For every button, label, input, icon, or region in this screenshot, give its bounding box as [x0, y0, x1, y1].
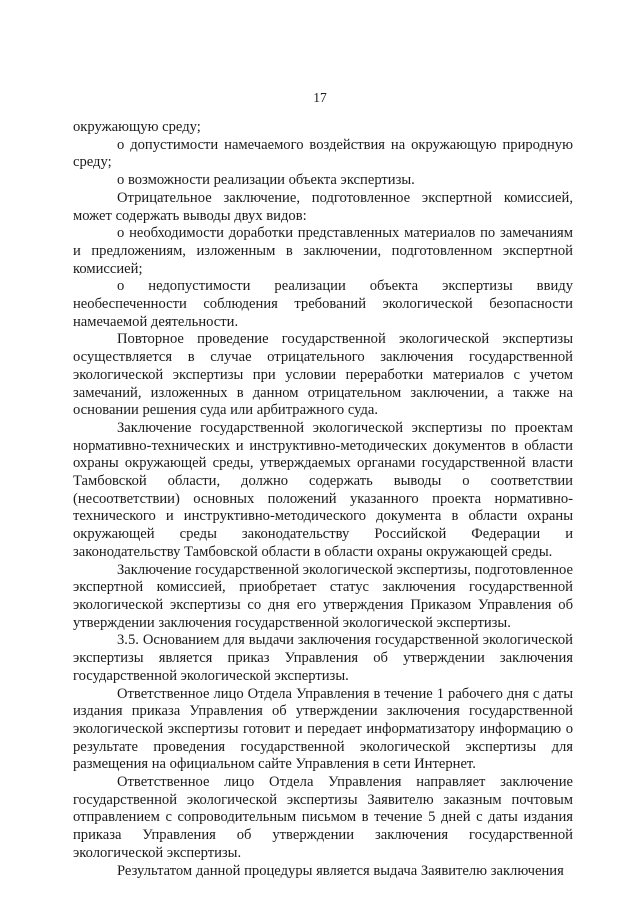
paragraph: о допустимости намечаемого воздействия на окружающую природную среду;	[73, 136, 573, 171]
paragraph: о возможности реализации объекта экспертизы.	[117, 172, 415, 189]
paragraph: о недопустимости реализации объекта экспертизы ввиду необеспеченности соблюдения требований экологической безопасности намечаемой деятельности.	[73, 278, 573, 330]
paragraph: Повторное проведение государственной экологической экспертизы осуществляется в случае отрицательного заключения государственной экологической экспертизы при условии переработки материалов с учетом замечаний, изложенных в данном отрицательном заключении, а также на основании решения суда или арбитражного суда.	[73, 331, 573, 419]
paragraph: Ответственное лицо Отдела Управления в течение 1 рабочего дня с даты издания приказа Управления об утверждении заключения государственной экологической экспертизы готовит и передает информатизатору информацию о результате проведения государственной экологической экспертизы для размещения на официальном сайте Управления в сети Интернет.	[73, 685, 573, 773]
paragraph: Заключение государственной экологической экспертизы, подготовленное экспертной комиссией, приобретает статус заключения государственной экологической экспертизы со дня его утверждения Приказом Управления об утверждении заключения государственной экологической экспертизы.	[73, 561, 573, 631]
paragraph: Заключение государственной экологической экспертизы по проектам нормативно-технических и инструктивно-методических документов в области охраны окружающей среды, утверждаемых органами государственной власти Тамбовской области, должно содержать выводы о соответствии (несоответствии) основных положений указанного проекта нормативно-технического и инструктивно-методического документа в области охраны окружающей среды законодательству Российской Федерации и законодательству Тамбовской области в области охраны окружающей среды.	[73, 419, 573, 560]
paragraph: о необходимости доработки представленных материалов по замечаниям и предложениям, изложенным в заключении, подготовленном экспертной комиссией;	[73, 225, 573, 277]
paragraph-continuation: окружающую среду;	[73, 119, 201, 135]
paragraph-section-3-5: 3.5. Основанием для выдачи заключения государственной экологической экспертизы является приказ Управления об утверждении заключения государственной экологической экспертизы.	[73, 632, 573, 684]
document-body	[73, 119, 573, 880]
page-number: 17	[313, 90, 327, 105]
paragraph: Результатом данной процедуры является выдача Заявителю заключения	[117, 862, 564, 879]
paragraph: Отрицательное заключение, подготовленное экспертной комиссией, может содержать выводы двух видов:	[73, 189, 573, 224]
paragraph: Ответственное лицо Отдела Управления направляет заключение государственной экологической экспертизы Заявителю заказным почтовым отправлением с сопроводительным письмом в течение 5 дней с даты издания приказа Управления об утверждении заключения государственной экологической экспертизы.	[73, 774, 573, 861]
